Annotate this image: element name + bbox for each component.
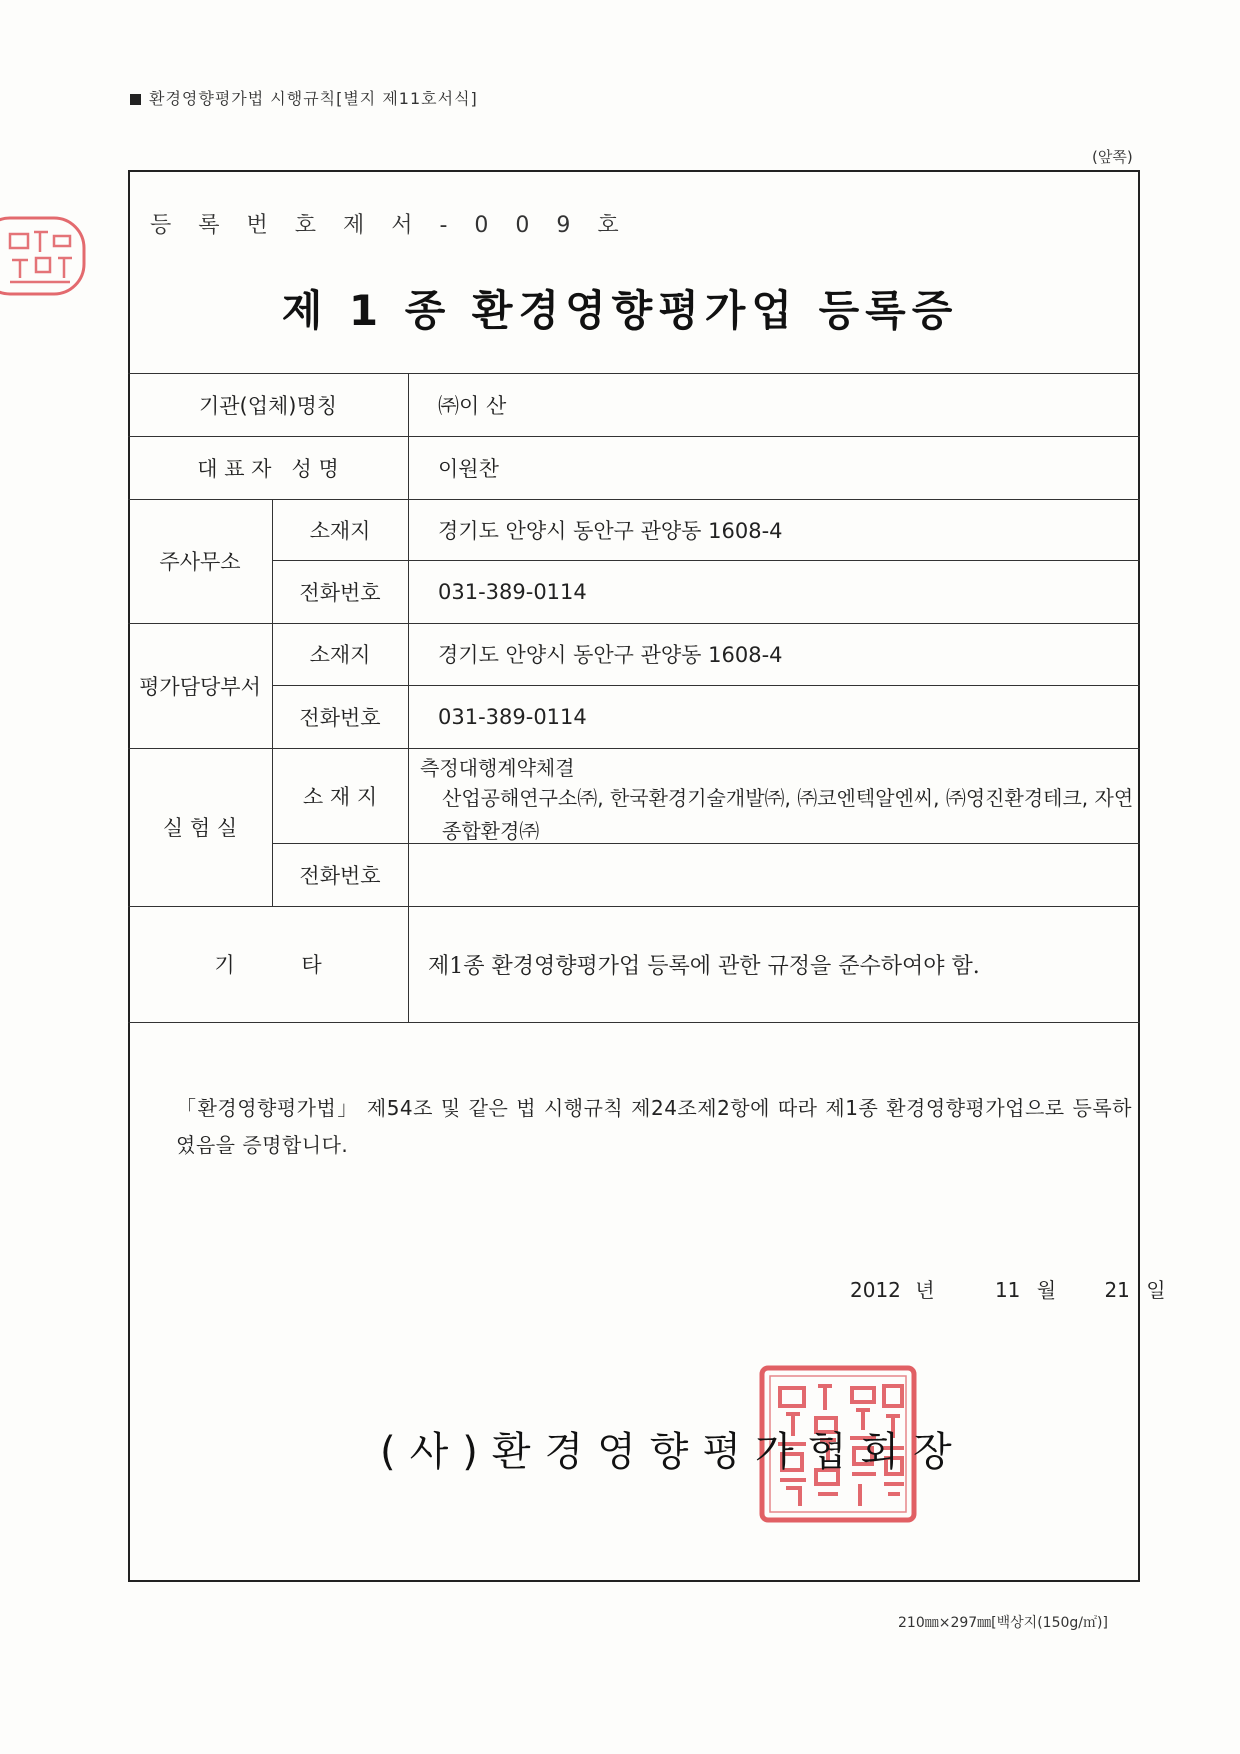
paper-spec: 210㎜×297㎜[백상지(150g/㎡)]	[898, 1615, 1108, 1631]
form-note-text: 환경영향평가법 시행규칙[별지 제11호서식]	[149, 89, 478, 108]
date-month-unit: 월	[1036, 1278, 1057, 1302]
lab-address-value: 산업공해연구소㈜, 한국환경기술개발㈜, ㈜코엔텍알엔씨, ㈜영진환경테크, 자연종합환경㈜	[442, 786, 1134, 843]
issuer-name: (사)환경영향평가협회장	[380, 1429, 966, 1475]
eval-dept-address-label: 소재지	[309, 643, 371, 667]
date-year-unit: 년	[915, 1278, 935, 1302]
main-office-address-value: 경기도 안양시 동안구 관양동 1608-4	[438, 518, 783, 543]
org-name-value: ㈜이 산	[438, 393, 507, 418]
other-label: 기 타	[214, 953, 322, 977]
lab-phone-value	[408, 843, 1140, 906]
lab-contract-note: 측정대행계약체결	[420, 756, 575, 780]
eval-dept-label: 평가담당부서	[139, 674, 261, 699]
date-year: 2012	[850, 1278, 901, 1302]
representative-label: 대 표 자 성 명	[197, 456, 339, 481]
table-bottom-rule	[128, 1022, 1140, 1023]
lab-label: 실 험 실	[162, 816, 238, 840]
square-bullet-icon	[130, 94, 141, 105]
registration-number: 등 록 번 호 제 서 - 0 0 9 호	[150, 213, 629, 238]
lab-phone-label: 전화번호	[299, 863, 381, 888]
date-month: 11	[994, 1278, 1021, 1302]
org-name-label: 기관(업체)명칭	[198, 393, 338, 418]
date-day: 21	[1104, 1278, 1130, 1302]
certification-statement: 「환경영향평가법」 제54조 및 같은 법 시행규칙 제24조제2항에 따라 제1종 환경영향평가업으로 등록하였음을 증명합니다.	[176, 1096, 1132, 1157]
main-office-phone-value: 031-389-0114	[438, 579, 587, 604]
eval-dept-address-value: 경기도 안양시 동안구 관양동 1608-4	[438, 643, 783, 667]
page-side-label: (앞쪽)	[1092, 148, 1133, 166]
eval-dept-phone-value: 031-389-0114	[438, 704, 587, 729]
lab-address-label: 소 재 지	[302, 784, 378, 809]
main-office-label: 주사무소	[159, 550, 241, 574]
certificate-title: 제 1 종 환경영향평가업 등록증	[281, 286, 959, 335]
eval-dept-phone-label: 전화번호	[299, 705, 381, 730]
form-note	[130, 86, 478, 109]
issue-date	[850, 1274, 1166, 1303]
representative-value: 이원찬	[438, 456, 499, 481]
main-office-phone-label: 전화번호	[299, 580, 381, 605]
other-value: 제1종 환경영향평가업 등록에 관한 규정을 준수하여야 함.	[428, 953, 980, 979]
date-day-unit: 일	[1146, 1278, 1166, 1302]
main-office-address-label: 소재지	[309, 518, 371, 543]
